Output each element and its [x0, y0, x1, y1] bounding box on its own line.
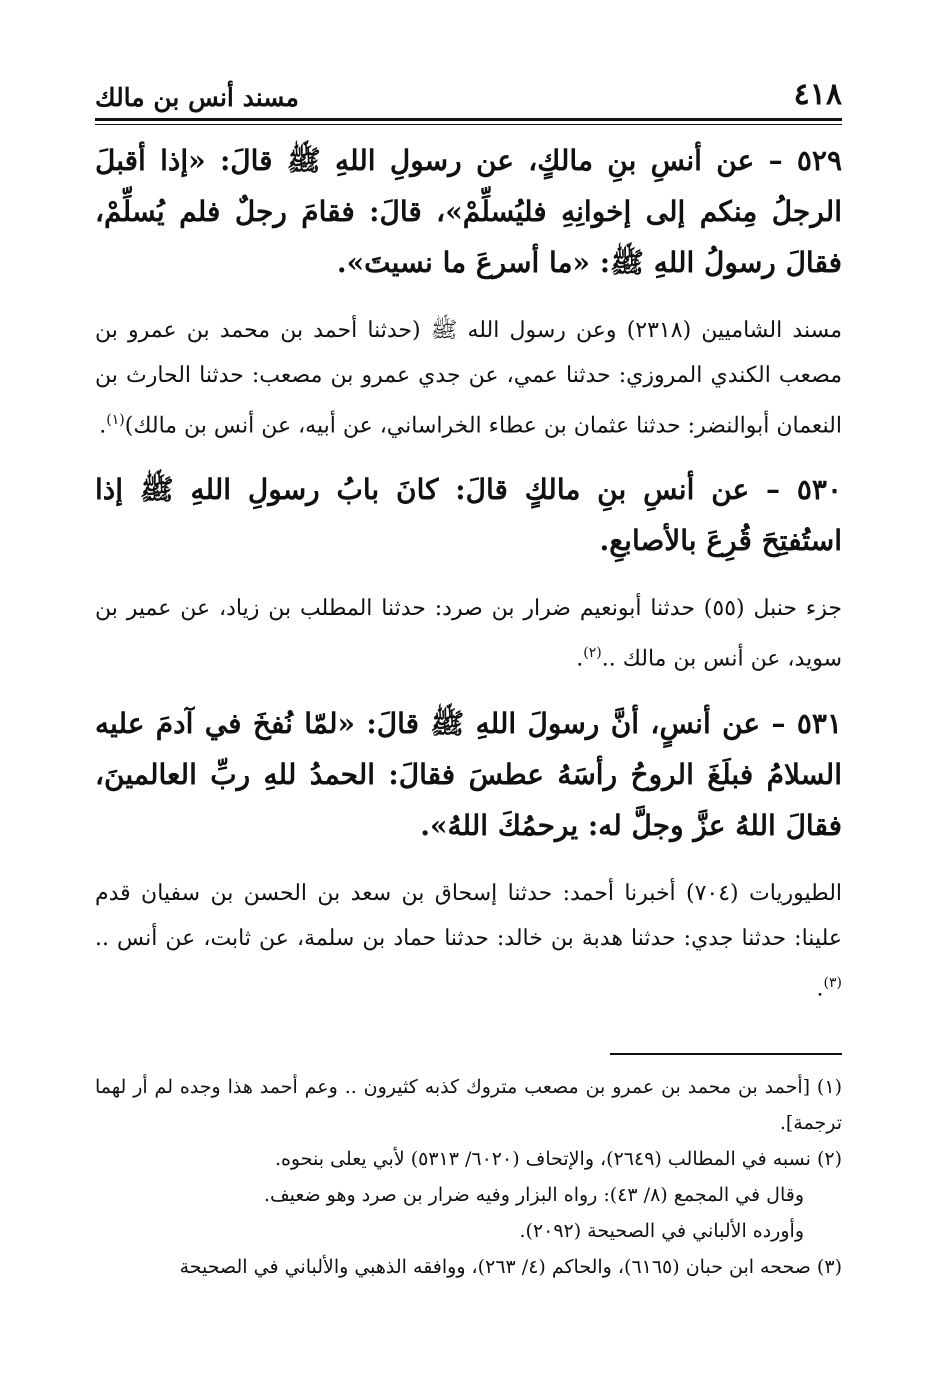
- source-530: [95, 586, 842, 681]
- hadith-531: ٥٣١ – عن أنسٍ، أنَّ رسولَ اللهِ ﷺ قالَ: «لمّا نُفخَ في آدمَ عليه السلامُ فبلَغَ الروحُ رأسَهُ عطسَ فقالَ: الحمدُ للهِ ربِّ العالمينَ، فقالَ اللهُ عزَّ وجلَّ له: يرحمُكَ اللهُ».: [95, 706, 842, 842]
- footnote-ref-3: (٣): [823, 974, 842, 991]
- source-tail: .: [576, 646, 584, 672]
- footnote-2: (٢) نسبه في المطالب (٢٦٤٩)، والإتحاف (٦٠٢٠/ ٥٣١٣) لأبي يعلى بنحوه.: [274, 1147, 842, 1170]
- footnote-2-continuation: وقال في المجمع (٨/ ٤٣): رواه البزار وفيه ضرار بن صرد وهو ضعيف.: [263, 1183, 804, 1206]
- source-tail: .: [816, 975, 824, 1001]
- page-number: ٤١٨: [793, 77, 842, 112]
- hadith-530: ٥٣٠ – عن أنسِ بنِ مالكٍ قالَ: كانَ بابُ رسولِ اللهِ ﷺ إذا استُفتِحَ قُرِعَ بالأصابعِ.: [95, 473, 842, 558]
- footnote-1: (١) [أحمد بن محمد بن عمرو بن مصعب متروك كذبه كثيرون .. وعم أحمد هذا وجده لم أر لهما ترجمة].: [95, 1075, 842, 1134]
- source-531: [95, 871, 842, 1011]
- source-text: جزء حنبل (٥٥) حدثنا أبونعيم ضرار بن صرد: حدثنا المطلب بن زياد، عن عمير بن سويد، عن أنس بن مالك ..: [95, 596, 842, 672]
- page-body: [95, 135, 842, 1011]
- hadith-529: ٥٢٩ – عن أنسِ بنِ مالكٍ، عن رسولِ اللهِ ﷺ قالَ: «إذا أقبلَ الرجلُ مِنكم إلى إخوانِهِ فليُسلِّمْ»، قالَ: فقامَ رجلٌ فلم يُسلِّمْ، فقالَ رسولُ اللهِ ﷺ: «ما أسرعَ ما نسيتَ».: [95, 144, 842, 279]
- footnote-separator: [610, 1053, 842, 1055]
- running-title: مسند أنس بن مالك: [95, 83, 299, 112]
- header-rule-thick: [95, 118, 842, 121]
- footnote-ref-1: (١): [106, 412, 125, 428]
- source-text: الطيوريات (٧٠٤) أخبرنا أحمد: حدثنا إسحاق بن سعد بن الحسن بن سفيان قدم علينا: حدثنا جدي: حدثنا هدبة بن خالد: حدثنا حماد بن سلمة، عن ثابت، عن أنس ..: [95, 880, 843, 951]
- footnotes: [95, 1069, 842, 1285]
- footnote-ref-2: (٢): [583, 645, 602, 662]
- page-header: [95, 72, 842, 118]
- source-text: مسند الشاميين (٢٣١٨) وعن رسول الله ﷺ (حدثنا أحمد بن محمد بن عمرو بن مصعب الكندي المروزي: حدثنا عمي، عن جدي عمرو بن مصعب: حدثنا الحارث بن النعمان أبوالنضر: حدثنا عثمان بن عطاء الخراساني، عن أبيه، عن أنس بن مالك): [95, 318, 843, 439]
- footnote-3: (٣) صححه ابن حبان (٦١٦٥)، والحاكم (٤/ ٢٦٣)، ووافقه الذهبي والألباني في الصحيحة: [179, 1255, 842, 1278]
- source-529: [95, 308, 842, 448]
- header-rule-thin: [95, 124, 842, 125]
- footnote-2-continuation: وأورده الألباني في الصحيحة (٢٠٩٢).: [519, 1219, 804, 1242]
- source-tail: .: [99, 413, 107, 439]
